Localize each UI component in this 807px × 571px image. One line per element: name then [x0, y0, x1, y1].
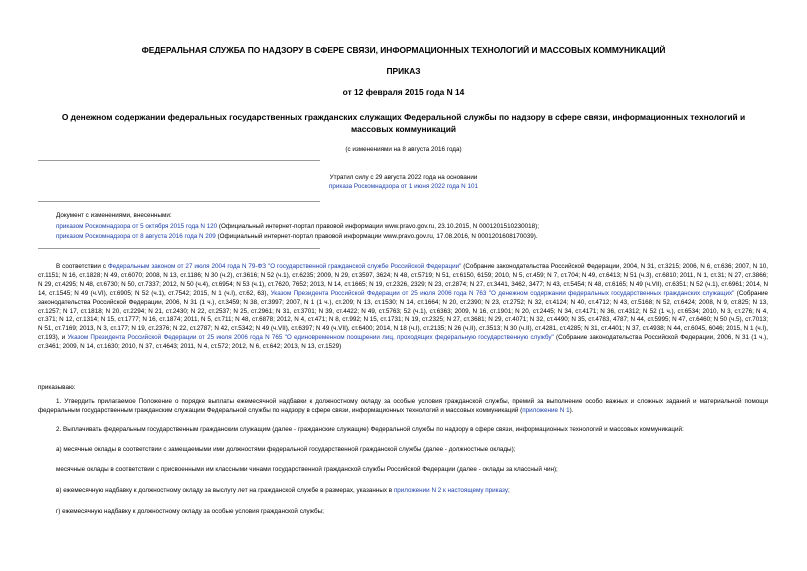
amendment-item: [56, 233, 776, 242]
status-notice: [0, 174, 807, 192]
doc-type-heading: ПРИКАЗ: [386, 66, 421, 76]
order-item-2: 2. Выплачивать федеральным государственным гражданским служащим (далее - гражданские служащие) Федеральной службы по надзору в сфере связи, информационных технологий и массовых коммуникаций:: [56, 426, 684, 433]
document-title-line2: массовых коммуникаций: [351, 124, 456, 134]
federal-law-link[interactable]: Федеральным законом от 27 июля 2004 года N 79-ФЗ "О государственной гражданской службе Российской Федерации": [107, 263, 462, 270]
order-subitem-b: месячные оклады в соответствии с присвоенными им классными чинами государственной гражданской службы Российской Федерации (далее - оклады за классный чин);: [56, 466, 558, 473]
divider: [38, 248, 320, 249]
order-item-1: 1. Утвердить прилагаемое Положение о порядке выплаты ежемесячной надбавки к должностному окладу за особые условия гражданской службы, премий за выполнение особо важных и сложных заданий и материальной помощи федеральным государственным гражданским служащим Федеральной службы по надзору в сфере связи, информационных технологий и массовых коммуникаций (приложение N 1).: [38, 398, 768, 414]
order-subitem-v: в) ежемесячную надбавку к должностному окладу за выслугу лет на гражданской службе в размерах, указанных в приложении N 2 к настоящему приказу;: [56, 487, 510, 494]
appendix-2-link[interactable]: приложении N 2 к настоящему приказу: [393, 487, 508, 494]
preamble-paragraph: В соответствии с Федеральным законом от 27 июля 2004 года N 79-ФЗ "О государственной гражданской службе Российской Федерации" (Собрание законодательства Российской Федерации, 2004, N 31, ст.3215; 2006, N 6, ст.636; 2007, N 10, ст.1151; N 16, ст.1828; N 49, ст.6070; 2008, N 13, ст.1186; N 30 (ч.2), ст.3616; N 52 (ч.1), ст.6235; 2009, N 29, ст.3597, 3624; N 48, ст.5719; N 51, ст.6150, 6159; 2010, N 5, ст.459; N 7, ст.704; N 49, ст.6413; N 51 (ч.3), ст.6810; 2011, N 1, ст.31; N 27, ст.3866; N 29, ст.4295; N 48, ст.6730; N 50, ст.7337; 2012, N 50 (ч.4), ст.6954; N 53 (ч.1), ст.7620, 7652; 2013, N 14, ст.1665; N 19, ст.2326, 2329; N 23, ст.2874; N 27, ст.3441, 3462, 3477; N 43, ст.5454; N 48, ст.6165; N 49 (ч.VII), ст.6351; N 52 (ч.1), ст.6961; 2014, N 14, ст.1545; N 49 (ч.VI), ст.6905; N 52 (ч.1), ст.7542; 2015, N 1 (ч.I), ст.62, 63), Указом Президента Российской Федерации от 25 июля 2006 года N 763 "О денежном содержании федеральных государственных гражданских служащих" (Собрание законодательства Российской Федерации, 2006, N 31 (1 ч.), ст.3459; N 38, ст.3997; 2007, N 1 (1 ч.), ст.209; N 13, ст.1530; N 14, ст.1664; N 20, ст.2390; N 23, ст.2752; N 32, ст.4124; N 40, ст.4712; N 43, ст.5168; N 52, ст.6424; 2008, N 9, ст.825; N 13, ст.1257; N 17, ст.1818; N 20, ст.2294; N 21, ст.2430; N 22, ст.2537; N 25, ст.2961; N 31, ст.3701; N 39, ст.4422; N 49, ст.5763; 52 (ч.1), ст.6363; 2009, N 16, ст.1901; N 20, ст.2445; N 34, ст.4171; N 36, ст.4312; N 52 (1 ч.), ст.6534; 2010, N 3, ст.276; N 4, ст.371; N 12, ст.1314; N 15, ст.1777; N 16, ст.1874; 2011, N 5, ст.711; N 48, ст.6878; 2012, N 4, ст.471; N 8, ст.992; N 15, ст.1731; N 19, ст.2325; N 27, ст.3681; N 29, ст.4071; N 32, ст.4490; N 35, ст.4783, 4787; N 44, ст.5995; N 47, ст.6460; N 50 (ч.5), ст.7013; N 51, ст.7169; 2013, N 3, ст.177; N 19, ст.2376; N 22, ст.2787; N 42, ст.5342; N 49 (ч.VII), ст.6397; N 49 (ч.VII), ст.6400; 2014, N 18 (ч.I), ст.2135; N 26 (ч.II), ст.3513; N 30 (ч.II), ст.4281, ст.4285; N 31, ст.4401; N 37, ст.4938; N 44, ст.6045, 6046; 2015, N 1 (ч.I), ст.193), и Указом Президента Российской Федерации от 25 июля 2006 года N 765 "О единовременном поощрении лиц, проходящих федеральную государственную службу" (Собрание законодательства Российской Федерации, 2006, N 31 (1 ч.), ст.3461; 2009, N 14, ст.1630; 2010, N 37, ст.4643; 2011, N 4, ст.572; 2012, N 6, ст.642; 2013, N 13, ст.1529): [38, 263, 768, 351]
order-subitem-a: а) месячные оклады в соответствии с замещаемыми ими должностями федеральной государственной гражданской службы (далее - должностные оклады);: [56, 446, 516, 453]
amendments-block: [56, 212, 776, 242]
date-number-heading: от 12 февраля 2015 года N 14: [342, 87, 465, 97]
amendment-link-2[interactable]: приказом Роскомнадзора от 8 августа 2016 года N 209: [56, 232, 216, 240]
revision-note: (с изменениями на 8 августа 2016 года): [345, 146, 462, 153]
status-repeal-link[interactable]: приказа Роскомнадзора от 1 июня 2022 года N 101: [329, 182, 478, 190]
amendment-link-1[interactable]: приказом Роскомнадзора от 5 октября 2015 года N 120: [56, 222, 218, 230]
amendment-text-2: (Официальный интернет-портал правовой информации www.pravo.gov.ru, 17.08.2016, N 0001201608170039).: [215, 232, 538, 240]
prikazyvayu-text: приказываю:: [38, 384, 76, 391]
amendment-item: [56, 223, 776, 232]
amendments-intro: Документ с изменениями, внесенными:: [56, 212, 172, 219]
presidential-decree-765-link[interactable]: Указом Президента Российской Федерации от 25 июля 2006 года N 765 "О единовременном поощрении лиц, проходящих федеральную государственную службу": [67, 334, 554, 342]
divider: [38, 201, 320, 202]
amendment-text-1: (Официальный интернет-портал правовой информации www.pravo.gov.ru, 23.10.2015, N 0001201510230018);: [217, 222, 539, 230]
document-title: [0, 111, 807, 135]
appendix-1-link[interactable]: приложение N 1: [522, 406, 570, 414]
document-title-line1: О денежном содержании федеральных государственных гражданских служащих Федеральной службы по надзору в сфере связи, информационных технологий и: [61, 112, 746, 122]
agency-heading: ФЕДЕРАЛЬНАЯ СЛУЖБА ПО НАДЗОРУ В СФЕРЕ СВЯЗИ, ИНФОРМАЦИОННЫХ ТЕХНОЛОГИЙ И МАССОВЫХ КОММУНИКАЦИЙ: [141, 45, 666, 55]
presidential-decree-763-link[interactable]: Указом Президента Российской Федерации от 25 июля 2006 года N 763 "О денежном содержании федеральных государственных гражданских служащих": [270, 289, 735, 297]
status-line1: Утратил силу с 29 августа 2022 года на основании: [329, 174, 478, 181]
divider: [38, 160, 320, 161]
order-subitem-g: г) ежемесячную надбавку к должностному окладу за особые условия гражданской службы;: [56, 508, 324, 515]
